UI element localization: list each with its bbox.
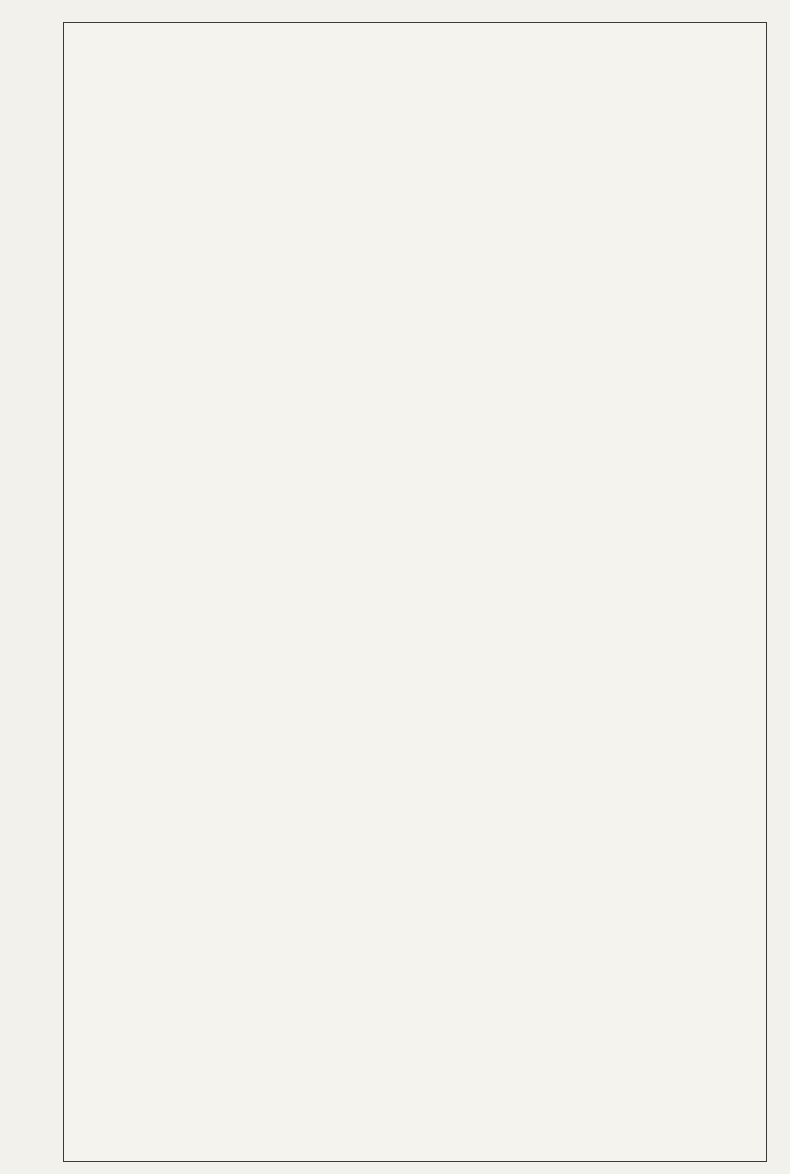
index-table [63,22,767,1162]
